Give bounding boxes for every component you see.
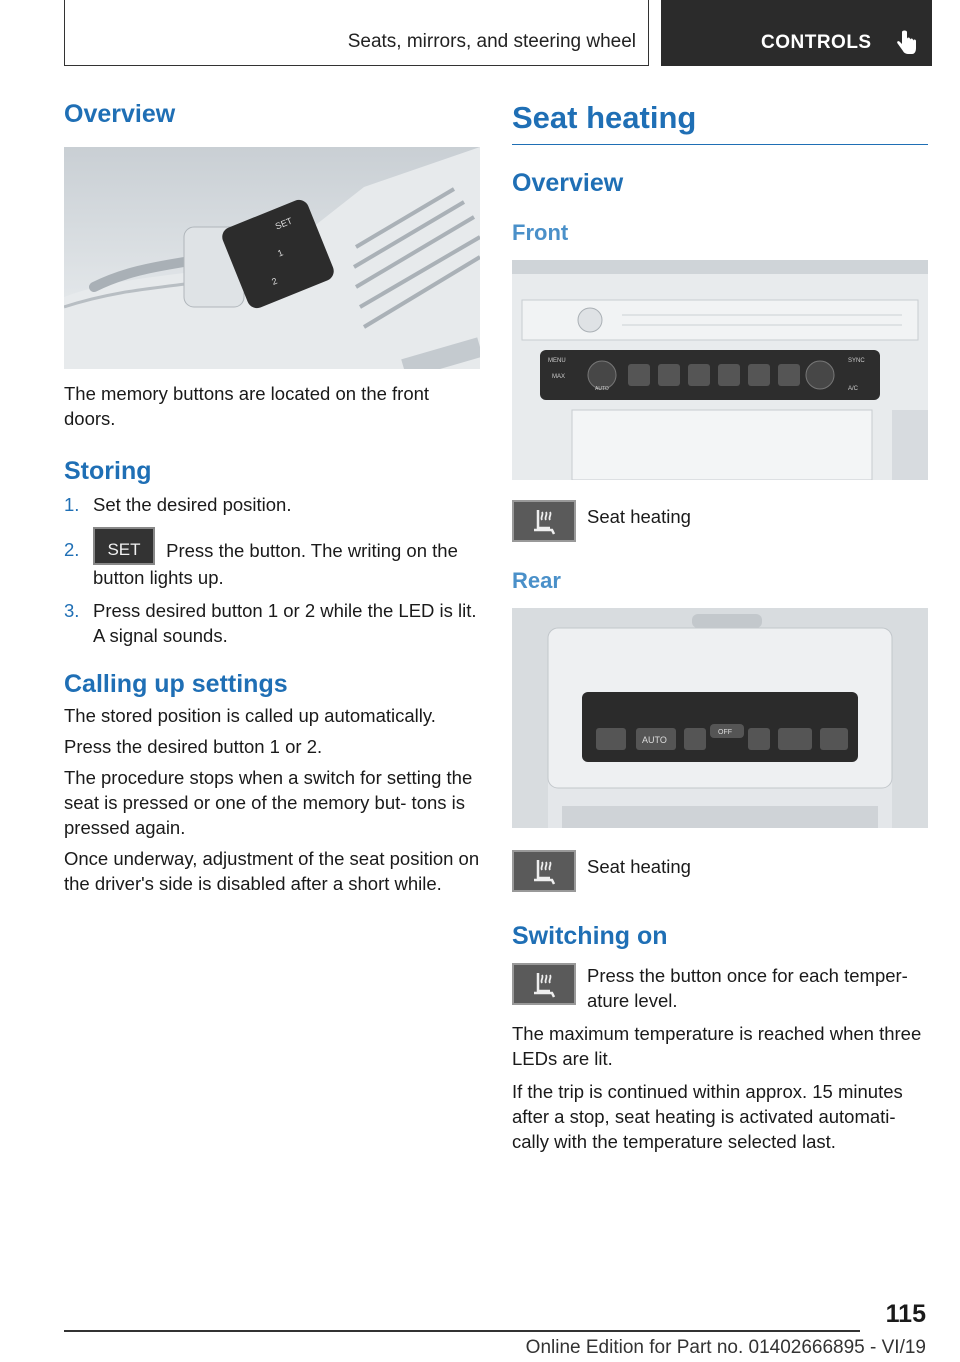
panel-menu-label: MENU — [548, 358, 566, 364]
switching-on-instruction — [512, 963, 928, 1013]
left-column — [64, 100, 480, 896]
overview-heading: Overview — [64, 100, 176, 128]
front-heading: Front — [512, 220, 569, 245]
edition-text: Online Edition for Part no. 01402666895 - VI/19 — [525, 1337, 926, 1358]
step-item — [64, 527, 480, 590]
front-seat-heating-label: Seat heating — [587, 506, 691, 527]
step-text: Press desired button 1 or 2 while the LED is lit. A signal sounds. — [93, 600, 477, 646]
step-number: 2. — [64, 539, 80, 560]
rear-off-label: OFF — [718, 729, 732, 736]
page-number: 115 — [885, 1300, 926, 1328]
step-number: 1. — [64, 494, 80, 515]
step-text: Set the desired position. — [93, 494, 292, 515]
page-header — [64, 0, 932, 66]
chapter-tab — [661, 0, 932, 66]
rear-console-figure — [512, 608, 928, 828]
front-console-illustration — [512, 260, 928, 480]
figure-set-label: SET — [273, 215, 294, 232]
calling-text-4: Once underway, adjustment of the seat position on the driver's side is disabled after a short while. — [64, 848, 480, 894]
rear-console-illustration — [512, 608, 928, 828]
seat-heating-icon — [512, 500, 576, 542]
set-button-icon — [93, 527, 155, 565]
memory-buttons-figure — [64, 147, 480, 369]
seat-heating-icon — [512, 963, 576, 1005]
step-text: Press the button. The writing on the button lights up. — [93, 540, 458, 588]
storing-heading: Storing — [64, 457, 152, 485]
calling-text-2: Press the desired button 1 or 2. — [64, 736, 323, 757]
rear-auto-label: AUTO — [642, 735, 667, 745]
panel-auto-label: AUTO — [595, 386, 609, 392]
footer-divider — [64, 1330, 860, 1332]
front-seat-heating-legend — [512, 500, 928, 544]
figure-1-label: 1 — [276, 247, 285, 259]
right-column — [512, 100, 928, 1154]
section-tab — [64, 0, 649, 66]
calling-up-heading: Calling up settings — [64, 670, 288, 698]
switching-on-text: Press the button once for each temper- ature level. — [587, 965, 908, 1011]
section-title: Seats, mirrors, and steering wheel — [347, 31, 636, 52]
calling-text-1: The stored position is called up automatically. — [64, 705, 436, 726]
calling-text-3: The procedure stops when a switch for setting the seat is pressed or one of the memory but- tons is pressed again. — [64, 767, 473, 838]
storing-steps — [64, 492, 480, 648]
max-temperature-text: The maximum temperature is reached when three LEDs are lit. — [512, 1023, 922, 1069]
rear-seat-heating-label: Seat heating — [587, 856, 691, 877]
trip-continued-text: If the trip is continued within approx. 15 minutes after a stop, seat heating is activated automati- cally with the temperature selected last. — [512, 1081, 903, 1152]
step-number: 3. — [64, 600, 80, 621]
rear-heading: Rear — [512, 568, 561, 593]
rear-seat-heating-legend — [512, 850, 928, 894]
set-button-label: SET — [107, 540, 141, 559]
door-panel-illustration — [64, 147, 480, 369]
panel-ac-label: A/C — [848, 386, 859, 392]
figure-2-label: 2 — [270, 275, 279, 287]
hand-pointer-icon — [894, 30, 918, 56]
panel-max-label: MAX — [552, 374, 566, 380]
front-console-figure — [512, 260, 928, 480]
overview-subheading: Overview — [512, 169, 624, 197]
panel-sync-label: SYNC — [848, 358, 865, 364]
switching-on-heading: Switching on — [512, 922, 668, 950]
seat-heating-icon — [512, 850, 576, 892]
step-item — [64, 598, 480, 648]
memory-buttons-text: The memory buttons are located on the front doors. — [64, 383, 430, 429]
step-item — [64, 492, 480, 517]
chapter-title: CONTROLS — [761, 32, 872, 53]
seat-heating-heading: Seat heating — [512, 100, 928, 145]
